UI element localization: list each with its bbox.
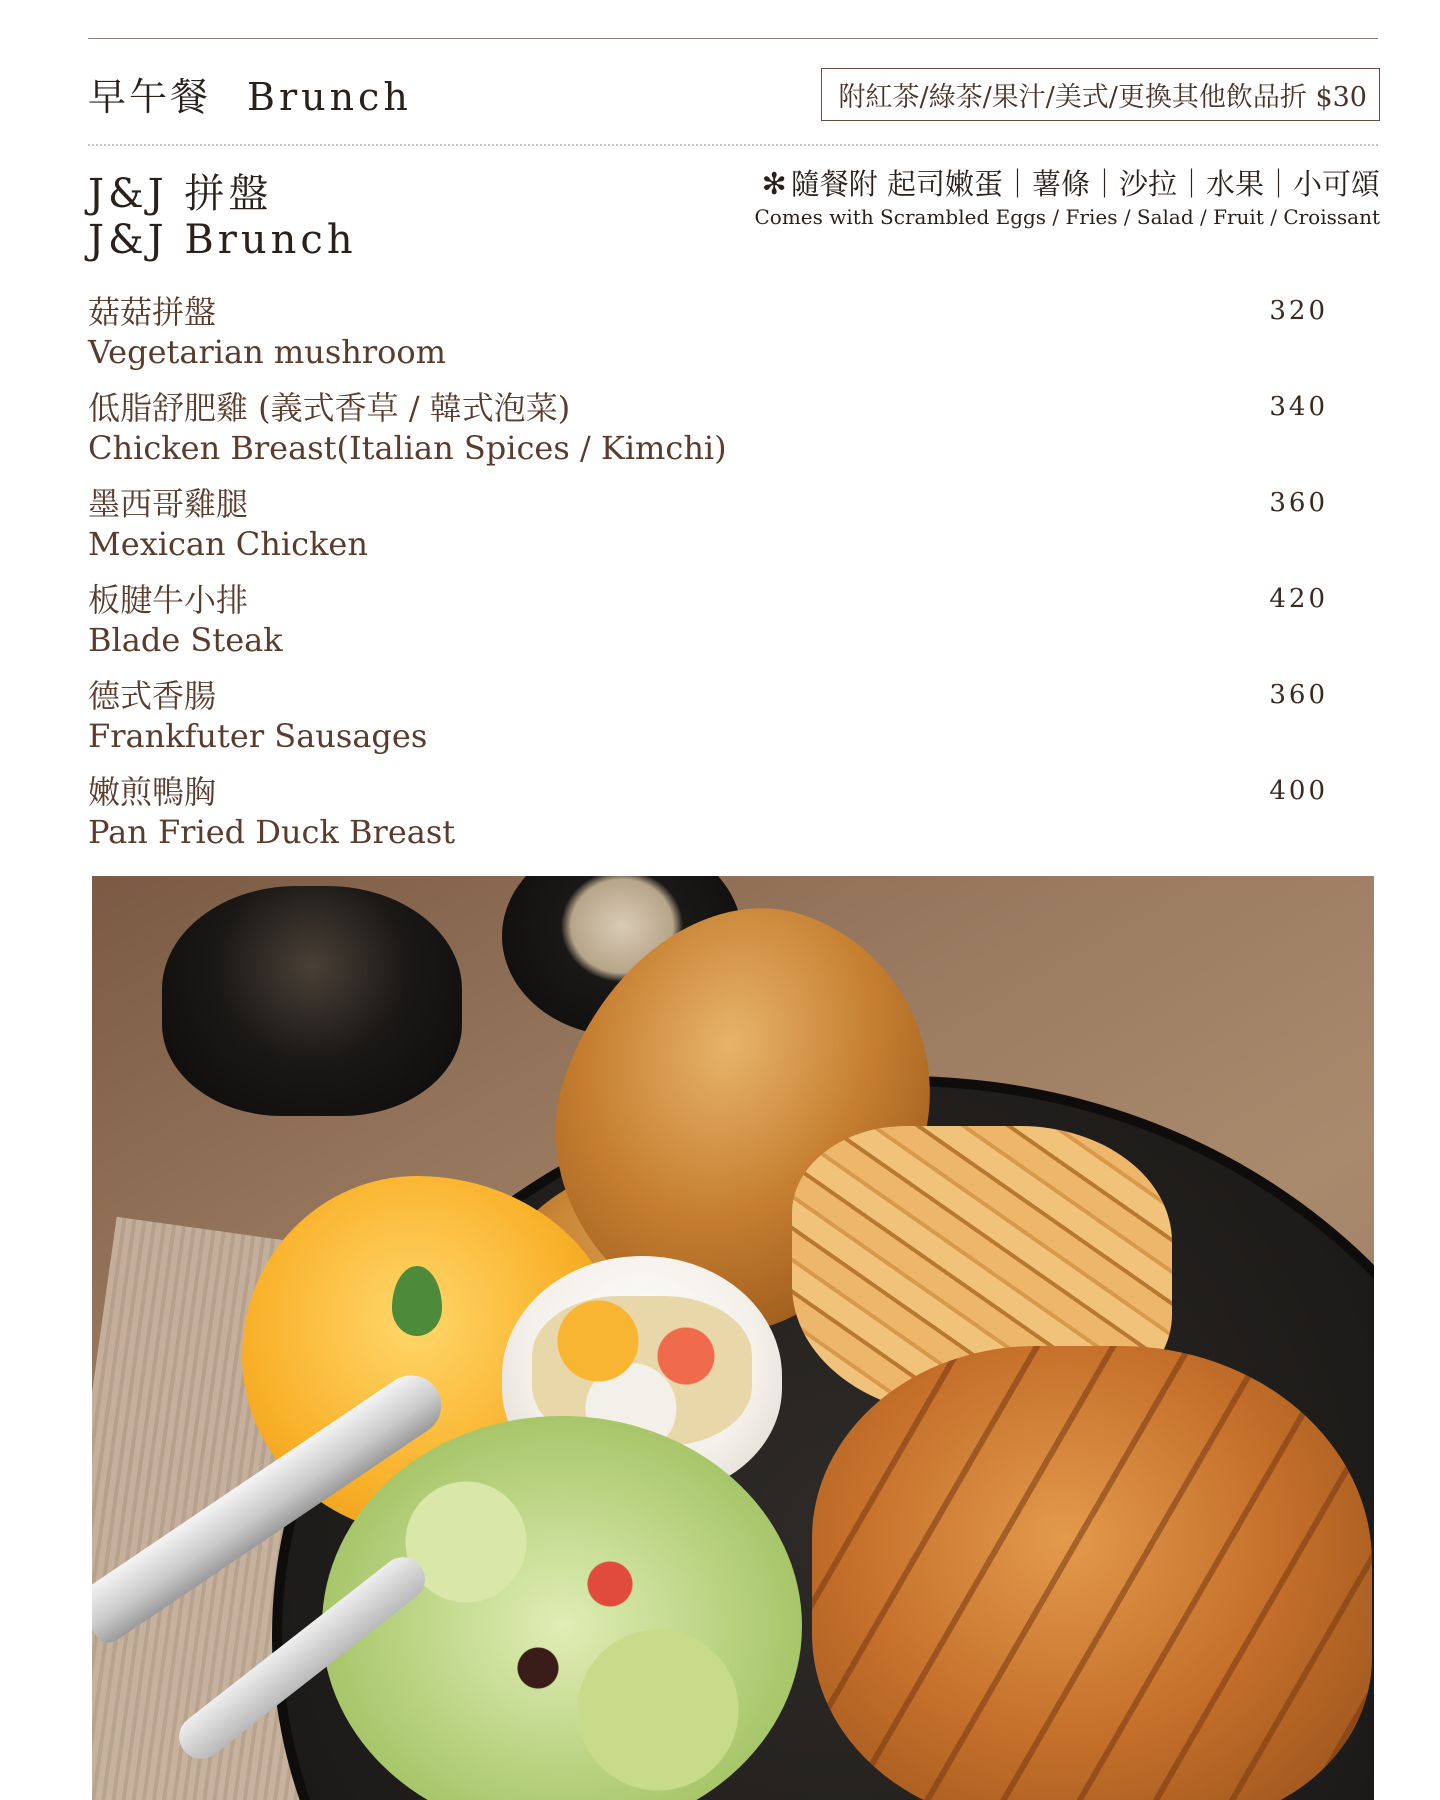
menu-item-name-zh: 墨西哥雞腿 (88, 485, 249, 523)
menu-item-name-zh: 菇菇拼盤 (88, 293, 217, 331)
brunch-plate-photo (92, 876, 1374, 1800)
combo-includes-en: Comes with Scrambled Eggs / Fries / Salad / Fruit / Croissant (754, 205, 1380, 229)
menu-item-name-zh: 嫩煎鴨胸 (88, 773, 217, 811)
menu-item-price: 320 (1269, 296, 1328, 326)
menu-item-sausages (88, 676, 1328, 772)
menu-item-mexican-chicken (88, 484, 1328, 580)
menu-item-price: 400 (1269, 776, 1328, 806)
menu-item-chicken-breast (88, 388, 1328, 484)
menu-item-name-en: Chicken Breast(Italian Spices / Kimchi) (88, 429, 727, 467)
menu-item-price: 340 (1269, 392, 1328, 422)
drink-note-box: 附紅茶/綠茶/果汁/美式/更換其他飲品折 $30 (821, 68, 1380, 121)
menu-item-name-en: Pan Fried Duck Breast (88, 813, 456, 851)
asterisk-icon: ✻ (761, 167, 787, 202)
section-title-en: Brunch (247, 75, 412, 119)
grilled-chicken (812, 1346, 1372, 1800)
menu-item-name-zh: 德式香腸 (88, 677, 217, 715)
combo-includes-zh-text: 隨餐附 起司嫩蛋｜薯條｜沙拉｜水果｜小可頌 (790, 167, 1380, 201)
section-title-zh: 早午餐 (88, 75, 212, 119)
menu-item-price: 360 (1269, 488, 1328, 518)
menu-item-name-en: Blade Steak (88, 621, 283, 659)
combo-includes-zh (762, 162, 1380, 203)
sauce-cup (162, 886, 462, 1116)
menu-item-price: 360 (1269, 680, 1328, 710)
top-divider (88, 38, 1378, 39)
menu-item-duck-breast (88, 772, 1328, 868)
menu-item-name-en: Mexican Chicken (88, 525, 368, 563)
menu-item-blade-steak (88, 580, 1328, 676)
menu-item-mushroom (88, 292, 1328, 388)
menu-item-name-en: Frankfuter Sausages (88, 717, 428, 755)
section-title (88, 66, 412, 121)
menu-item-price: 420 (1269, 584, 1328, 614)
menu-item-name-en: Vegetarian mushroom (88, 333, 447, 371)
menu-item-name-zh: 低脂舒肥雞 (義式香草 / 韓式泡菜) (88, 389, 571, 427)
combo-name-zh: J&J 拼盤 (88, 171, 273, 217)
menu-item-name-zh: 板腱牛小排 (88, 581, 249, 619)
dotted-divider (88, 144, 1378, 146)
menu-list (88, 292, 1328, 868)
combo-name-en: J&J Brunch (88, 217, 357, 263)
